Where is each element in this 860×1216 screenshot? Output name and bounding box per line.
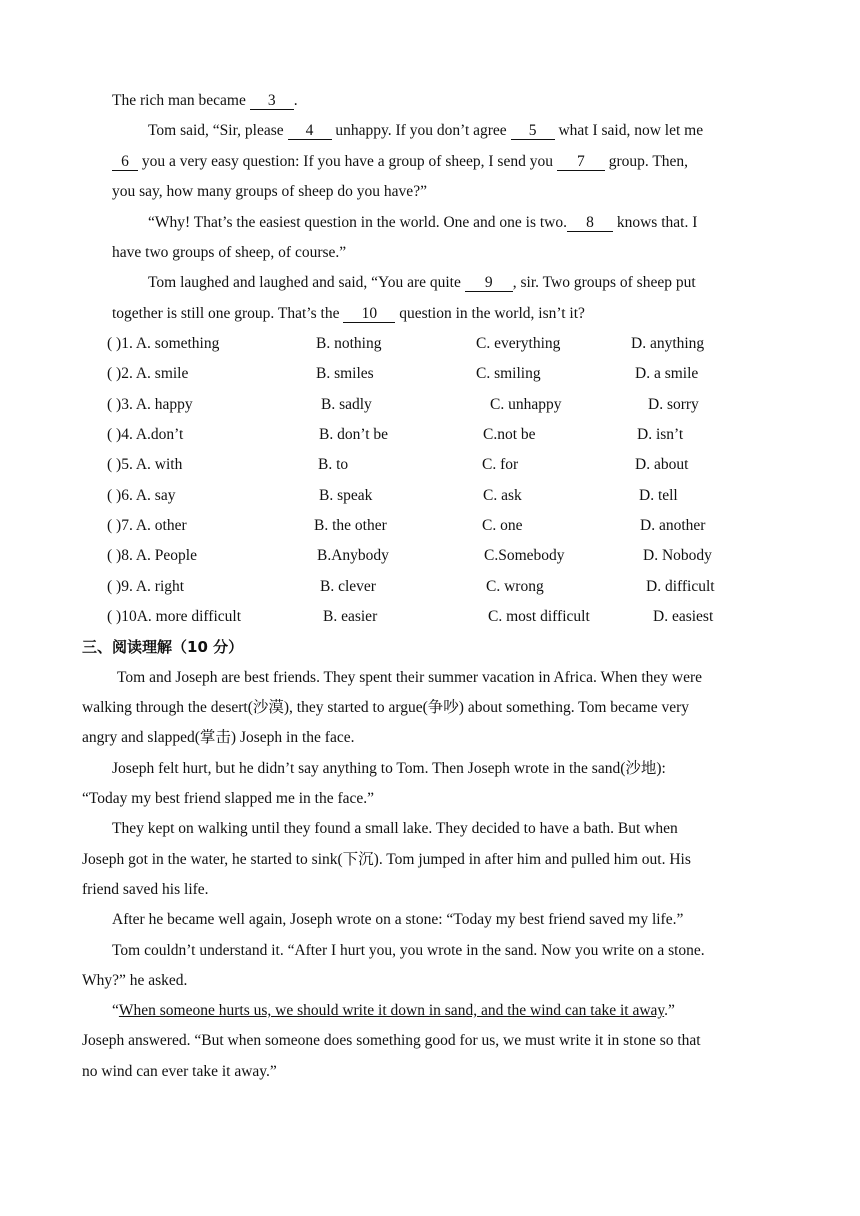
question-option-b[interactable]: B. nothing (316, 335, 382, 352)
question-option-c[interactable]: C.not be (483, 426, 536, 443)
question-option-a[interactable]: ( )2. A. smile (107, 365, 189, 382)
question-option-d[interactable]: D. anything (631, 335, 705, 352)
reading-line-11: Why?” he asked. (82, 972, 188, 989)
question-option-c[interactable]: C. everything (476, 335, 561, 352)
blank-3[interactable]: 3 (250, 93, 294, 110)
reading-line-8: friend saved his life. (82, 881, 209, 898)
blank-4[interactable]: 4 (288, 123, 332, 140)
cloze-line-7: Tom laughed and laughed and said, “You are quite 9 , sir. Two groups of sheep put (148, 274, 696, 291)
question-option-b[interactable]: B. smiles (316, 365, 374, 382)
underlined-sentence: When someone hurts us, we should write it down in sand, and the wind can take it away (118, 1002, 665, 1019)
question-option-a[interactable]: ( )5. A. with (107, 456, 183, 473)
question-option-c[interactable]: C. wrong (486, 578, 544, 595)
question-option-d[interactable]: D. easiest (653, 608, 714, 625)
question-option-d[interactable]: D. sorry (648, 396, 699, 413)
question-option-a[interactable]: ( )7. A. other (107, 517, 187, 534)
question-option-b[interactable]: B.Anybody (317, 547, 389, 564)
reading-line-7: Joseph got in the water, he started to sink(下沉). Tom jumped in after him and pulled him out. His (82, 851, 691, 868)
reading-line-14: no wind can ever take it away.” (82, 1063, 277, 1080)
blank-8[interactable]: 8 (567, 215, 613, 232)
question-option-d[interactable]: D. a smile (635, 365, 699, 382)
question-option-d[interactable]: D. tell (639, 487, 678, 504)
question-option-c[interactable]: C. for (482, 456, 519, 473)
reading-line-3: angry and slapped(掌击) Joseph in the face. (82, 729, 355, 746)
cloze-line-2: Tom said, “Sir, please 4 unhappy. If you don’t agree 5 what I said, now let me (148, 122, 704, 139)
cloze-line-1: The rich man became 3 . (112, 92, 298, 109)
cloze-line-4: you say, how many groups of sheep do you have?” (112, 183, 427, 200)
question-option-b[interactable]: B. the other (314, 517, 387, 534)
section-heading: 三、阅读理解（10 分） (82, 638, 244, 656)
question-option-a[interactable]: ( )4. A.don’t (107, 426, 184, 443)
reading-line-9: After he became well again, Joseph wrote on a stone: “Today my best friend saved my life.” (112, 911, 684, 928)
question-option-b[interactable]: B. clever (320, 578, 376, 595)
blank-5[interactable]: 5 (511, 123, 555, 140)
reading-line-4: Joseph felt hurt, but he didn’t say anything to Tom. Then Joseph wrote in the sand(沙地): (112, 760, 666, 777)
question-option-b[interactable]: B. speak (319, 487, 373, 504)
question-option-c[interactable]: C. ask (483, 487, 522, 504)
question-option-a[interactable]: ( )10A. more difficult (107, 608, 242, 625)
blank-10[interactable]: 10 (343, 306, 395, 323)
question-option-a[interactable]: ( )9. A. right (107, 578, 185, 595)
cloze-line-8: together is still one group. That’s the 10 question in the world, isn’t it? (112, 305, 585, 322)
question-option-d[interactable]: D. difficult (646, 578, 715, 595)
question-option-b[interactable]: B. easier (323, 608, 378, 625)
blank-7[interactable]: 7 (557, 154, 605, 171)
cloze-line-6: have two groups of sheep, of course.” (112, 244, 347, 261)
cloze-line-5: “Why! That’s the easiest question in the world. One and one is two. 8 knows that. I (148, 214, 698, 231)
cloze-line-3: 6 you a very easy question: If you have a group of sheep, I send you 7 group. Then, (112, 152, 688, 172)
question-option-b[interactable]: B. to (318, 456, 349, 473)
blank-9[interactable]: 9 (465, 275, 513, 292)
question-option-a[interactable]: ( )6. A. say (107, 487, 176, 504)
question-option-c[interactable]: C. unhappy (490, 396, 562, 413)
reading-line-1: Tom and Joseph are best friends. They spent their summer vacation in Africa. When they were (117, 669, 703, 686)
question-option-d[interactable]: D. Nobody (643, 547, 712, 564)
blank-6[interactable]: 6 (112, 154, 138, 171)
question-option-a[interactable]: ( )8. A. People (107, 547, 197, 564)
question-option-a[interactable]: ( )3. A. happy (107, 396, 193, 413)
question-option-a[interactable]: ( )1. A. something (107, 335, 220, 352)
question-option-c[interactable]: C. most difficult (488, 608, 590, 625)
question-option-c[interactable]: C.Somebody (484, 547, 565, 564)
question-option-d[interactable]: D. about (635, 456, 689, 473)
question-option-d[interactable]: D. isn’t (637, 426, 684, 443)
question-option-d[interactable]: D. another (640, 517, 706, 534)
reading-line-12: “When someone hurts us, we should write it down in sand, and the wind can take it away.” (112, 1002, 675, 1019)
question-option-b[interactable]: B. sadly (321, 396, 372, 413)
question-option-c[interactable]: C. smiling (476, 365, 541, 382)
reading-line-13: Joseph answered. “But when someone does something good for us, we must write it in stone so that (82, 1032, 701, 1049)
reading-line-5: “Today my best friend slapped me in the face.” (82, 790, 375, 807)
reading-line-10: Tom couldn’t understand it. “After I hurt you, you wrote in the sand. Now you write on a stone. (112, 942, 705, 959)
reading-line-6: They kept on walking until they found a small lake. They decided to have a bath. But when (112, 820, 678, 837)
question-option-b[interactable]: B. don’t be (319, 426, 389, 443)
question-option-c[interactable]: C. one (482, 517, 523, 534)
reading-line-2: walking through the desert(沙漠), they started to argue(争吵) about something. Tom became very (82, 699, 689, 716)
